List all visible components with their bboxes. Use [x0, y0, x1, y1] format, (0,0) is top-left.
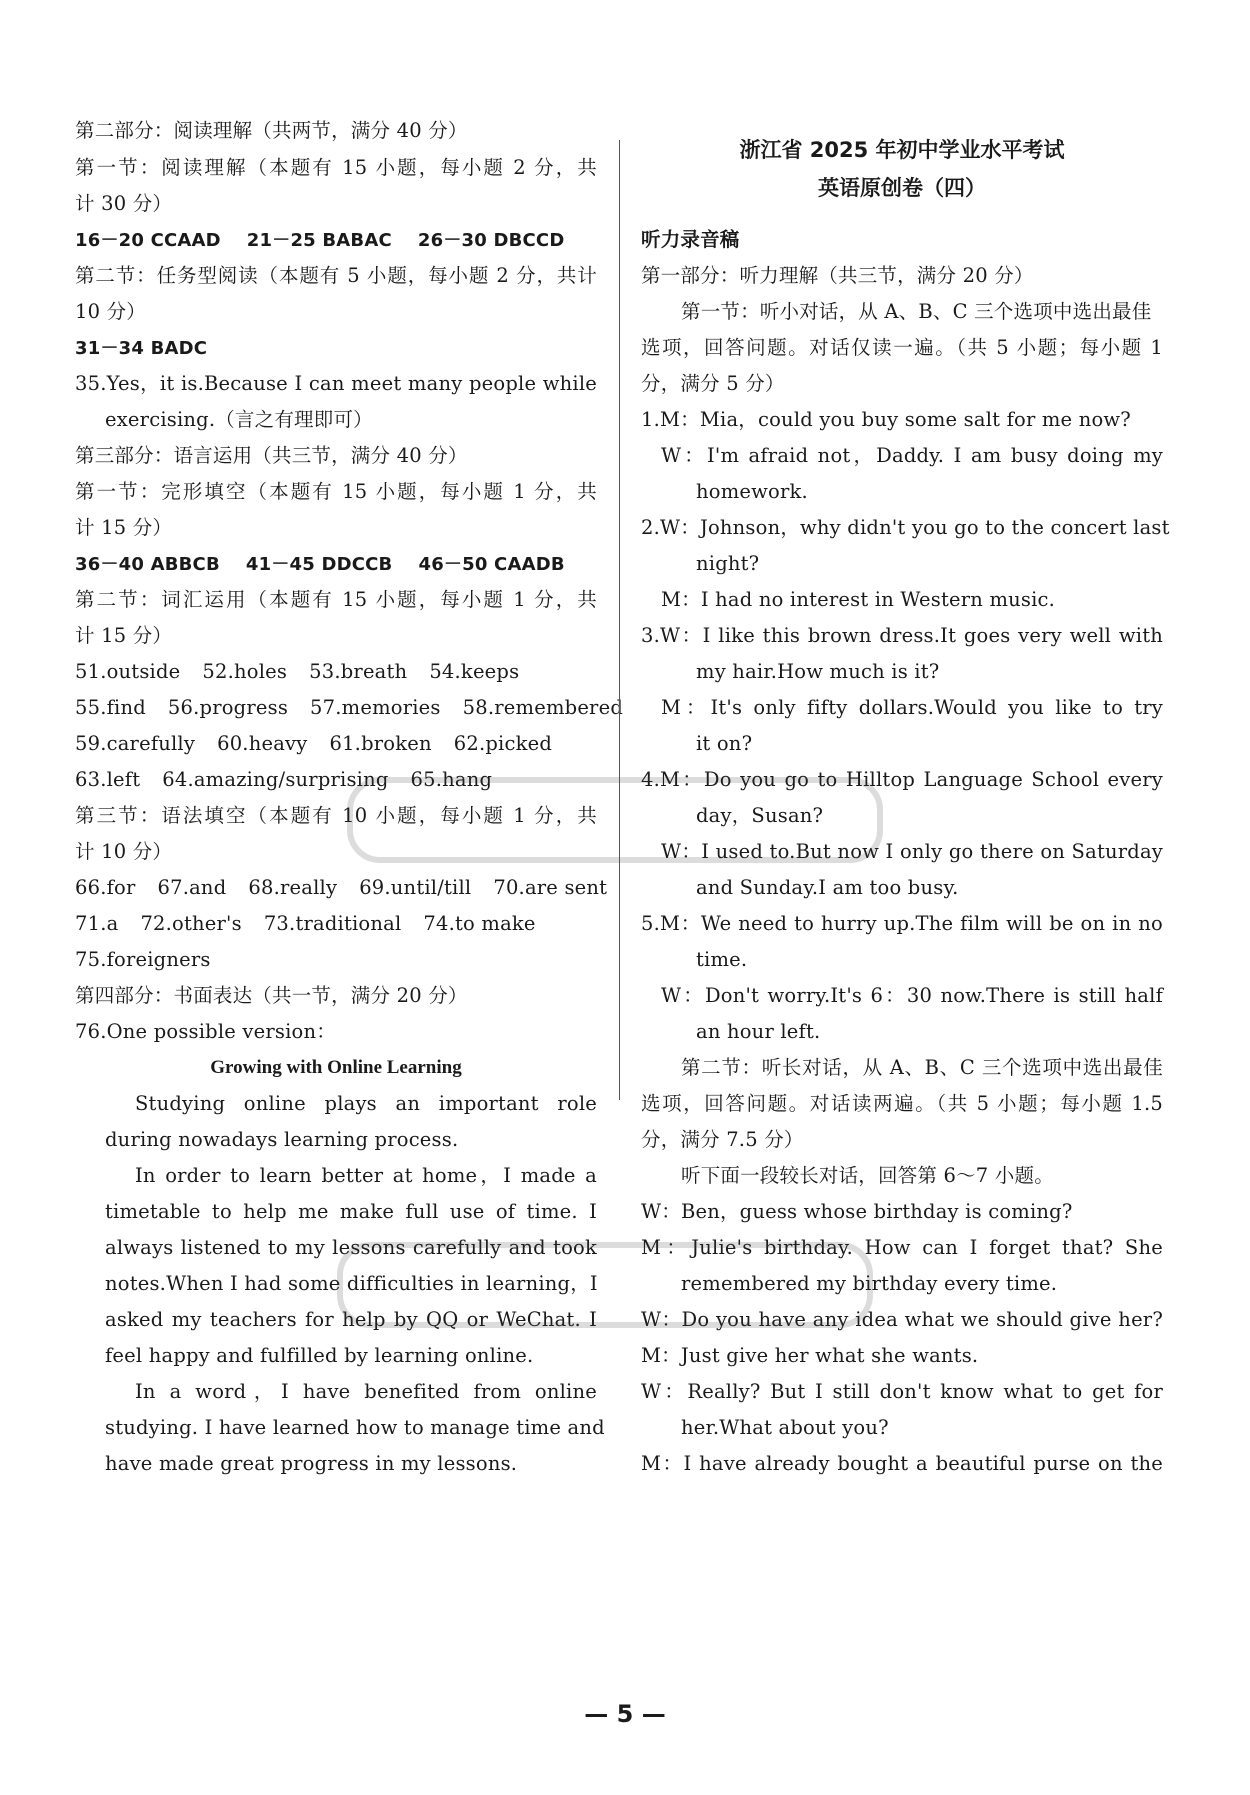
section-subheading-cont: 分，满分 5 分）	[641, 372, 785, 395]
dialogue-line: 4.M：Do you go to Hilltop Language School every	[641, 768, 1163, 791]
dialogue-line-cont: night?	[696, 552, 760, 575]
answer-group: 16－20 CCAAD	[75, 230, 221, 251]
essay-line: studying. I have learned how to manage time and	[105, 1416, 605, 1439]
dialogue-line: M：Julie's birthday. How can I forget that? She	[641, 1236, 1163, 1259]
answer-item: 52.holes	[202, 660, 288, 683]
dialogue-line: M：I had no interest in Western music.	[661, 588, 1056, 611]
dialogue-line: M：Just give her what she wants.	[641, 1344, 979, 1367]
dialogue-line: 5.M：We need to hurry up.The film will be on in no	[641, 912, 1163, 935]
answer-row	[75, 219, 564, 260]
section-subheading-cont: 选项，回答问题。对话仅读一遍。（共 5 小题；每小题 1	[641, 336, 1163, 359]
dialogue-line: W：Ben，guess whose birthday is coming?	[641, 1200, 1073, 1223]
section-subheading: 第二节：听长对话，从 A、B、C 三个选项中选出最佳	[681, 1056, 1163, 1079]
answer-group: 26－30 DBCCD	[417, 230, 565, 251]
answer-item: 68.really	[248, 876, 338, 899]
section-subheading-cont: 计 15 分）	[75, 624, 173, 647]
answer-row	[75, 327, 207, 368]
answer-item: 65.hang	[410, 768, 493, 791]
essay-line: have made great progress in my lessons.	[105, 1452, 518, 1475]
answer-item: 59.carefully	[75, 732, 196, 755]
answer-item: 70.are sent	[493, 876, 608, 899]
essay-line: timetable to help me make full use of time. I	[105, 1200, 597, 1223]
answer-item: 53.breath	[309, 660, 408, 683]
answer-item: 66.for	[75, 876, 136, 899]
instruction: 听下面一段较长对话，回答第 6～7 小题。	[681, 1164, 1054, 1187]
answer-item: 55.find	[75, 696, 146, 719]
answer-group: 31－34 BADC	[75, 338, 208, 359]
essay-line: In a word，I have benefited from online	[135, 1380, 597, 1403]
section-heading: 第三部分：语言运用（共三节，满分 40 分）	[75, 444, 468, 467]
dialogue-line-cont: day，Susan?	[696, 804, 824, 827]
dialogue-line: M：I have already bought a beautiful purse on the	[641, 1452, 1163, 1475]
section-subheading-cont: 计 30 分）	[75, 192, 173, 215]
answer-row	[75, 903, 536, 944]
answer-item: 58.remembered	[462, 696, 624, 719]
section-subheading-cont: 10 分）	[75, 300, 147, 323]
essay-line: asked my teachers for help by QQ or WeChat. I	[105, 1308, 597, 1331]
answer-item: 67.and	[157, 876, 227, 899]
dialogue-line-cont: remembered my birthday every time.	[681, 1272, 1058, 1295]
dialogue-line-cont: my hair.How much is it?	[696, 660, 940, 683]
exam-title: 浙江省 2025 年初中学业水平考试	[739, 138, 1065, 162]
essay-line: always listened to my lessons carefully and took	[105, 1236, 597, 1259]
section-heading: 第一部分：听力理解（共三节，满分 20 分）	[641, 264, 1034, 287]
answer-group: 41－45 DDCCB	[245, 554, 393, 575]
section-subheading-cont: 计 15 分）	[75, 516, 173, 539]
answer-group: 46－50 CAADB	[418, 554, 565, 575]
section-subheading-cont: 计 10 分）	[75, 840, 173, 863]
section-subheading-cont: 选项，回答问题。对话读两遍。（共 5 小题；每小题 1.5	[641, 1092, 1163, 1115]
dialogue-line: 2.W：Johnson，why didn't you go to the concert last	[641, 516, 1170, 539]
section-subheading: 第一节：听小对话，从 A、B、C 三个选项中选出最佳	[681, 300, 1152, 323]
dialogue-line: 3.W：I like this brown dress.It goes very well with	[641, 624, 1163, 647]
dialogue-line-cont: her.What about you?	[681, 1416, 889, 1439]
essay-line: notes.When I had some difficulties in learning，I	[105, 1272, 598, 1295]
section-subheading: 第二节：任务型阅读（本题有 5 小题，每小题 2 分，共计	[75, 264, 597, 287]
essay-line: Studying online plays an important role	[135, 1092, 597, 1115]
answer-row	[75, 939, 211, 980]
section-subheading: 第一节：完形填空（本题有 15 小题，每小题 1 分，共	[75, 480, 597, 503]
dialogue-line: 1.M：Mia，could you buy some salt for me now?	[641, 408, 1131, 431]
essay-title: Growing with Online Learning	[210, 1057, 462, 1078]
essay-line: feel happy and fulfilled by learning online.	[105, 1344, 534, 1367]
answer-item: 73.traditional	[263, 912, 402, 935]
answer-item: 71.a	[75, 912, 119, 935]
dialogue-line-cont: an hour left.	[696, 1020, 821, 1043]
answer-item: 54.keeps	[429, 660, 520, 683]
answer-group: 21－25 BABAC	[246, 230, 392, 251]
answer-item: 69.until/till	[359, 876, 472, 899]
answer-item: 57.memories	[310, 696, 441, 719]
answer-item: 64.amazing/surprising	[162, 768, 389, 791]
dialogue-line-cont: time.	[696, 948, 748, 971]
section-heading: 第二部分：阅读理解（共两节，满分 40 分）	[75, 119, 468, 142]
answer-row	[75, 723, 552, 764]
dialogue-line-cont: and Sunday.I am too busy.	[696, 876, 959, 899]
answer-item: 75.foreigners	[75, 948, 211, 971]
answer-item: 51.outside	[75, 660, 181, 683]
section-subheading: 第三节：语法填空（本题有 10 小题，每小题 1 分，共	[75, 804, 597, 827]
dialogue-line: W：I used to.But now I only go there on Saturday	[661, 840, 1163, 863]
dialogue-line-cont: homework.	[696, 480, 808, 503]
section-subheading: 第二节：词汇运用（本题有 15 小题，每小题 1 分，共	[75, 588, 597, 611]
section-subheading: 第一节：阅读理解（本题有 15 小题，每小题 2 分，共	[75, 156, 597, 179]
section-subheading-cont: 分，满分 7.5 分）	[641, 1128, 804, 1151]
dialogue-line: W：Do you have any idea what we should give her?	[641, 1308, 1163, 1331]
answer-item: 62.picked	[453, 732, 553, 755]
answer-item: 56.progress	[167, 696, 289, 719]
answer-item: 74.to make	[423, 912, 536, 935]
dialogue-line-cont: it on?	[696, 732, 753, 755]
answer-row	[75, 867, 607, 908]
dialogue-line: W：Really? But I still don't know what to get for	[641, 1380, 1163, 1403]
answer-item: 60.heavy	[217, 732, 308, 755]
answer-row	[75, 651, 519, 692]
answer-text-cont: exercising.（言之有理即可）	[105, 408, 373, 431]
answer-group: 36－40 ABBCB	[75, 554, 220, 575]
answer-row	[75, 759, 492, 800]
transcript-heading: 听力录音稿	[641, 228, 740, 251]
answer-item: 63.left	[75, 768, 141, 791]
section-heading: 第四部分：书面表达（共一节，满分 20 分）	[75, 984, 468, 1007]
answer-row	[75, 687, 623, 728]
essay-intro: 76.One possible version：	[75, 1020, 336, 1043]
answer-item: 72.other's	[140, 912, 242, 935]
answer-text: 35.Yes，it is.Because I can meet many people while	[75, 372, 597, 395]
dialogue-line: W：I'm afraid not，Daddy. I am busy doing my	[661, 444, 1163, 467]
page-number: — 5 —	[584, 1700, 666, 1728]
answer-item: 61.broken	[329, 732, 432, 755]
dialogue-line: W：Don't worry.It's 6：30 now.There is still half	[661, 984, 1163, 1007]
essay-line: during nowadays learning process.	[105, 1128, 459, 1151]
dialogue-line: M：It's only fifty dollars.Would you like to try	[661, 696, 1163, 719]
essay-line: In order to learn better at home，I made a	[135, 1164, 597, 1187]
column-divider	[619, 140, 620, 1100]
answer-row	[75, 543, 565, 584]
exam-subtitle: 英语原创卷（四）	[818, 176, 986, 200]
